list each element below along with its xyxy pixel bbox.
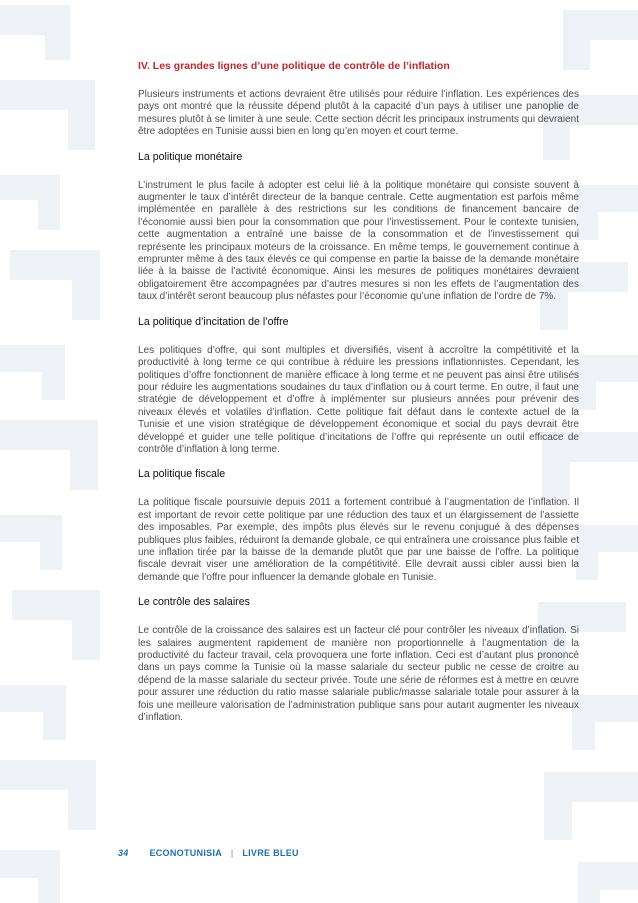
heading-fiscal-policy: La politique fiscale [138, 468, 226, 481]
heading-monetary-policy: La politique monétaire [138, 150, 243, 163]
left-arrow-pattern [0, 0, 110, 903]
page-content [138, 60, 579, 736]
heading-supply-policy: La politique d’incitation de l’offre [138, 315, 289, 328]
paragraph-supply-policy: Les politiques d’offre, qui sont multiples et diversifiés, visent à accroître la compétitivité et la productivité à long terme ce qui contribue à réduire les pressions inflationnistes. Cependant, les politiques d’offre fonctionnent de manière efficace à long terme et ne peuvent pas ainsi être utilisés pour réduire les augmentations soudaines du taux d’inflation ou à court terme. En outre, il faut une stratégie de développement et d’offre à implémenter sur plusieurs années pour prévenir des niveaux élevés et volatiles d’inflation. Cette politique fait défaut dans le contexte actuel de la Tunisie et une vision stratégique de développement économique et social du pays devrait être développé et guider une telle politique d’incitations de l’offre qui représente un outil efficace de contrôle d’inflation à long terme. [138, 344, 579, 455]
section-title: IV. Les grandes lignes d’une politique de contrôle de l’inflation [138, 60, 450, 72]
page-footer [118, 848, 299, 858]
footer-separator: | [230, 848, 234, 858]
intro-paragraph: Plusieurs instruments et actions devraient être utilisés pour réduire l’inflation. Les expériences des pays ont montré que la réussite dépend plutôt à la capacité d’un pays à utiliser une panoplie de mesures plutôt à se limiter à une seule. Cette section décrit les principaux instruments qui devraient être adoptées en Tunisie aussi bien en long qu’en moyen et court terme. [138, 89, 579, 138]
footer-brand: ECONOTUNISIA [149, 848, 223, 858]
paragraph-wage-control: Le contrôle de la croissance des salaires est un facteur clé pour contrôler les niveaux d’inflation. Si les salaires augmentent rapidement de manière non proportionnelle à l’augmentation de la productivité du facteur travail, cela provoquera une forte inflation. Ceci est d’autant plus prononcé dans un pays comme la Tunisie où la masse salariale du secteur public ne cesse de croitre au dépend de la masse salariale du secteur privée. Toute une série de réformes est à mettre en œuvre pour assurer une réduction du ratio masse salariale public/masse salariale totale pour assurer à la fois une meilleure valorisation de l’administration publique sans pour autant augmenter les niveaux d’inflation. [138, 625, 579, 724]
heading-wage-control: Le contrôle des salaires [138, 596, 250, 609]
footer-publication: LIVRE BLEU [242, 848, 299, 858]
page-number: 34 [118, 848, 129, 858]
paragraph-fiscal-policy: La politique fiscale poursuivie depuis 2011 a fortement contribué à l’augmentation de l’inflation. Il est important de revoir cette politique par une réduction des taux et un élargissement de l’assiette des imposables. Par exemple, des impôts plus élevés sur le revenu conjugué à des dépenses publiques plus faibles, réduiront la demande globale, ce qui entraînera une croissance plus faible et une inflation tirée par la baisse de la demande plutôt que par une baisse de l’offre. La politique fiscale devrait viser une amélioration de la compétitivité. Elle devrait aussi cibler aussi bien la demande que l’offre pour influencer la demande globale en Tunisie. [138, 497, 579, 583]
paragraph-monetary-policy: L’instrument le plus facile à adopter est celui lié à la politique monétaire qui consiste souvent à augmenter le taux d’intérêt directeur de la banque centrale. Cette augmentation est parfois même implémentée en parallèle à des restrictions sur les conditions de financement bancaire de l’économie aussi bien pour la consommation que pour l’investissement. Pour le contexte tunisien, cette augmentation a entraîné une baisse de la consommation et de l’investissement qui représente les principaux moteurs de la croissance. En même temps, le gouvernement continue à emprunter même à des taux élevés ce qui compense en partie la baisse de la demande monétaire liée à la baisse de l’activité économique. Ainsi les mesures de politiques monétaires devraient obligatoirement être accompagnées par d’autres mesures si non les effets de l’augmentation des taux d’intérêt seront beaucoup plus néfastes pour l’économie qu’une inflation de l’ordre de 7%. [138, 179, 579, 303]
